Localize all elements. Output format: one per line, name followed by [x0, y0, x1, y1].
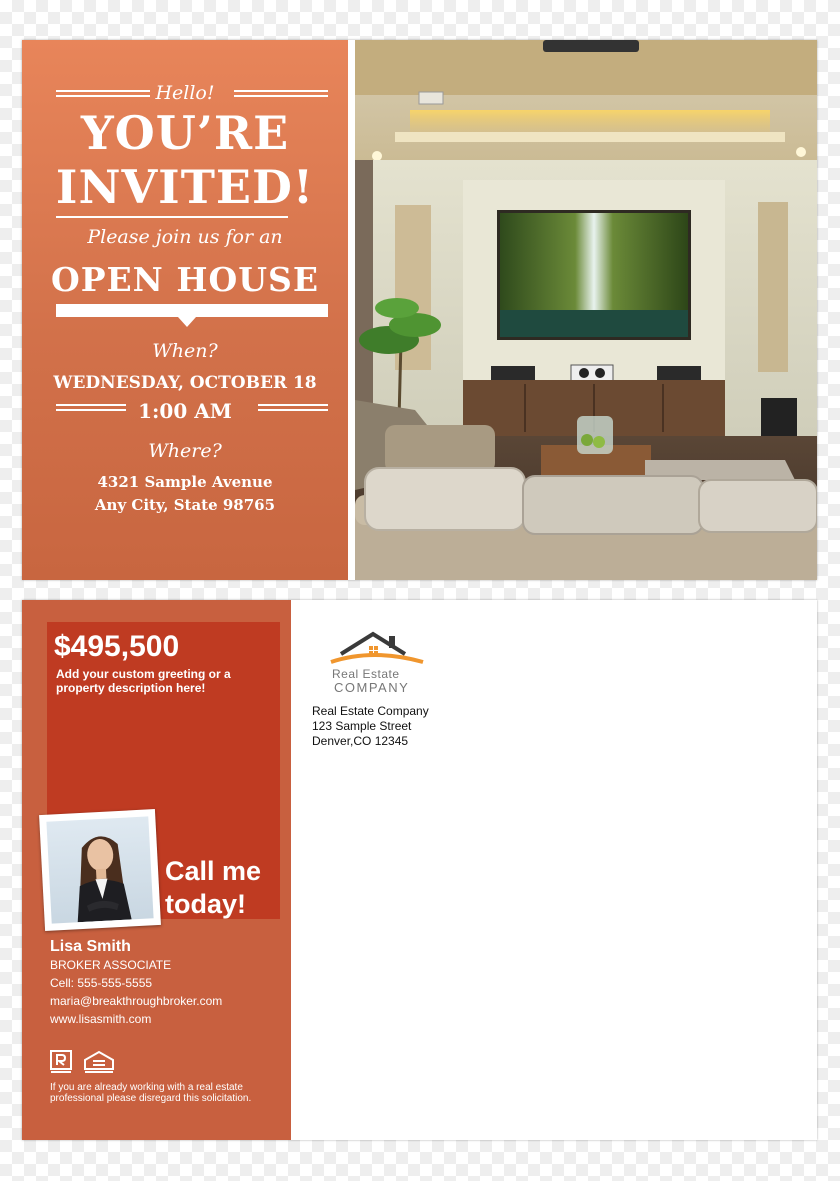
divider-line	[56, 216, 288, 218]
banner-pointer	[178, 317, 196, 327]
house-roof-logo-icon	[327, 630, 427, 664]
living-room-photo	[355, 40, 817, 580]
event-address-line-1: 4321 Sample Avenue	[97, 473, 273, 491]
event-time: 1:00 AM	[138, 399, 232, 423]
listing-price: $495,500	[54, 630, 180, 663]
event-address-line-2: Any City, State 98765	[94, 496, 276, 514]
agent-cell: Cell: 555-555-5555	[50, 976, 153, 990]
company-city: Denver,CO 12345	[312, 734, 409, 748]
open-house-title: OPEN HOUSE	[50, 260, 320, 299]
agent-photo-frame	[39, 809, 161, 931]
join-text: Please join us for an	[87, 226, 283, 248]
event-date: WEDNESDAY, OCTOBER 18	[53, 373, 317, 393]
agent-website[interactable]: www.lisasmith.com	[50, 1012, 152, 1026]
agent-photo	[46, 816, 153, 923]
agent-title: BROKER ASSOCIATE	[50, 958, 172, 972]
logo-text-line-1: Real Estate	[332, 667, 400, 681]
postcard-back	[22, 600, 817, 1140]
where-label: Where?	[148, 440, 222, 462]
call-line-2: today!	[165, 889, 246, 919]
hello-text: Hello!	[155, 82, 215, 104]
when-label: When?	[152, 340, 218, 362]
banner-bar	[56, 304, 328, 317]
headline-youre: YOU’RE	[80, 106, 290, 160]
logo-text-line-2: COMPANY	[334, 680, 410, 695]
greeting-line-1: Add your custom greeting or a	[56, 667, 231, 681]
equal-housing-icon	[82, 1050, 116, 1074]
agent-email[interactable]: maria@breakthroughbroker.com	[50, 994, 223, 1008]
realtor-logo-icon	[50, 1050, 72, 1074]
agent-panel	[22, 600, 291, 1140]
greeting-line-2: property description here!	[56, 681, 206, 695]
disclaimer-line-1: If you are already working with a real estate	[50, 1082, 243, 1093]
call-line-1: Call me	[165, 856, 262, 886]
company-name: Real Estate Company	[312, 704, 429, 718]
invitation-panel	[22, 40, 348, 580]
disclaimer-line-2: professional please disregard this solicitation.	[50, 1093, 252, 1104]
headline-invited: INVITED!	[55, 160, 315, 214]
agent-name: Lisa Smith	[50, 938, 131, 955]
postcard-front	[22, 40, 817, 580]
company-street: 123 Sample Street	[312, 719, 412, 733]
